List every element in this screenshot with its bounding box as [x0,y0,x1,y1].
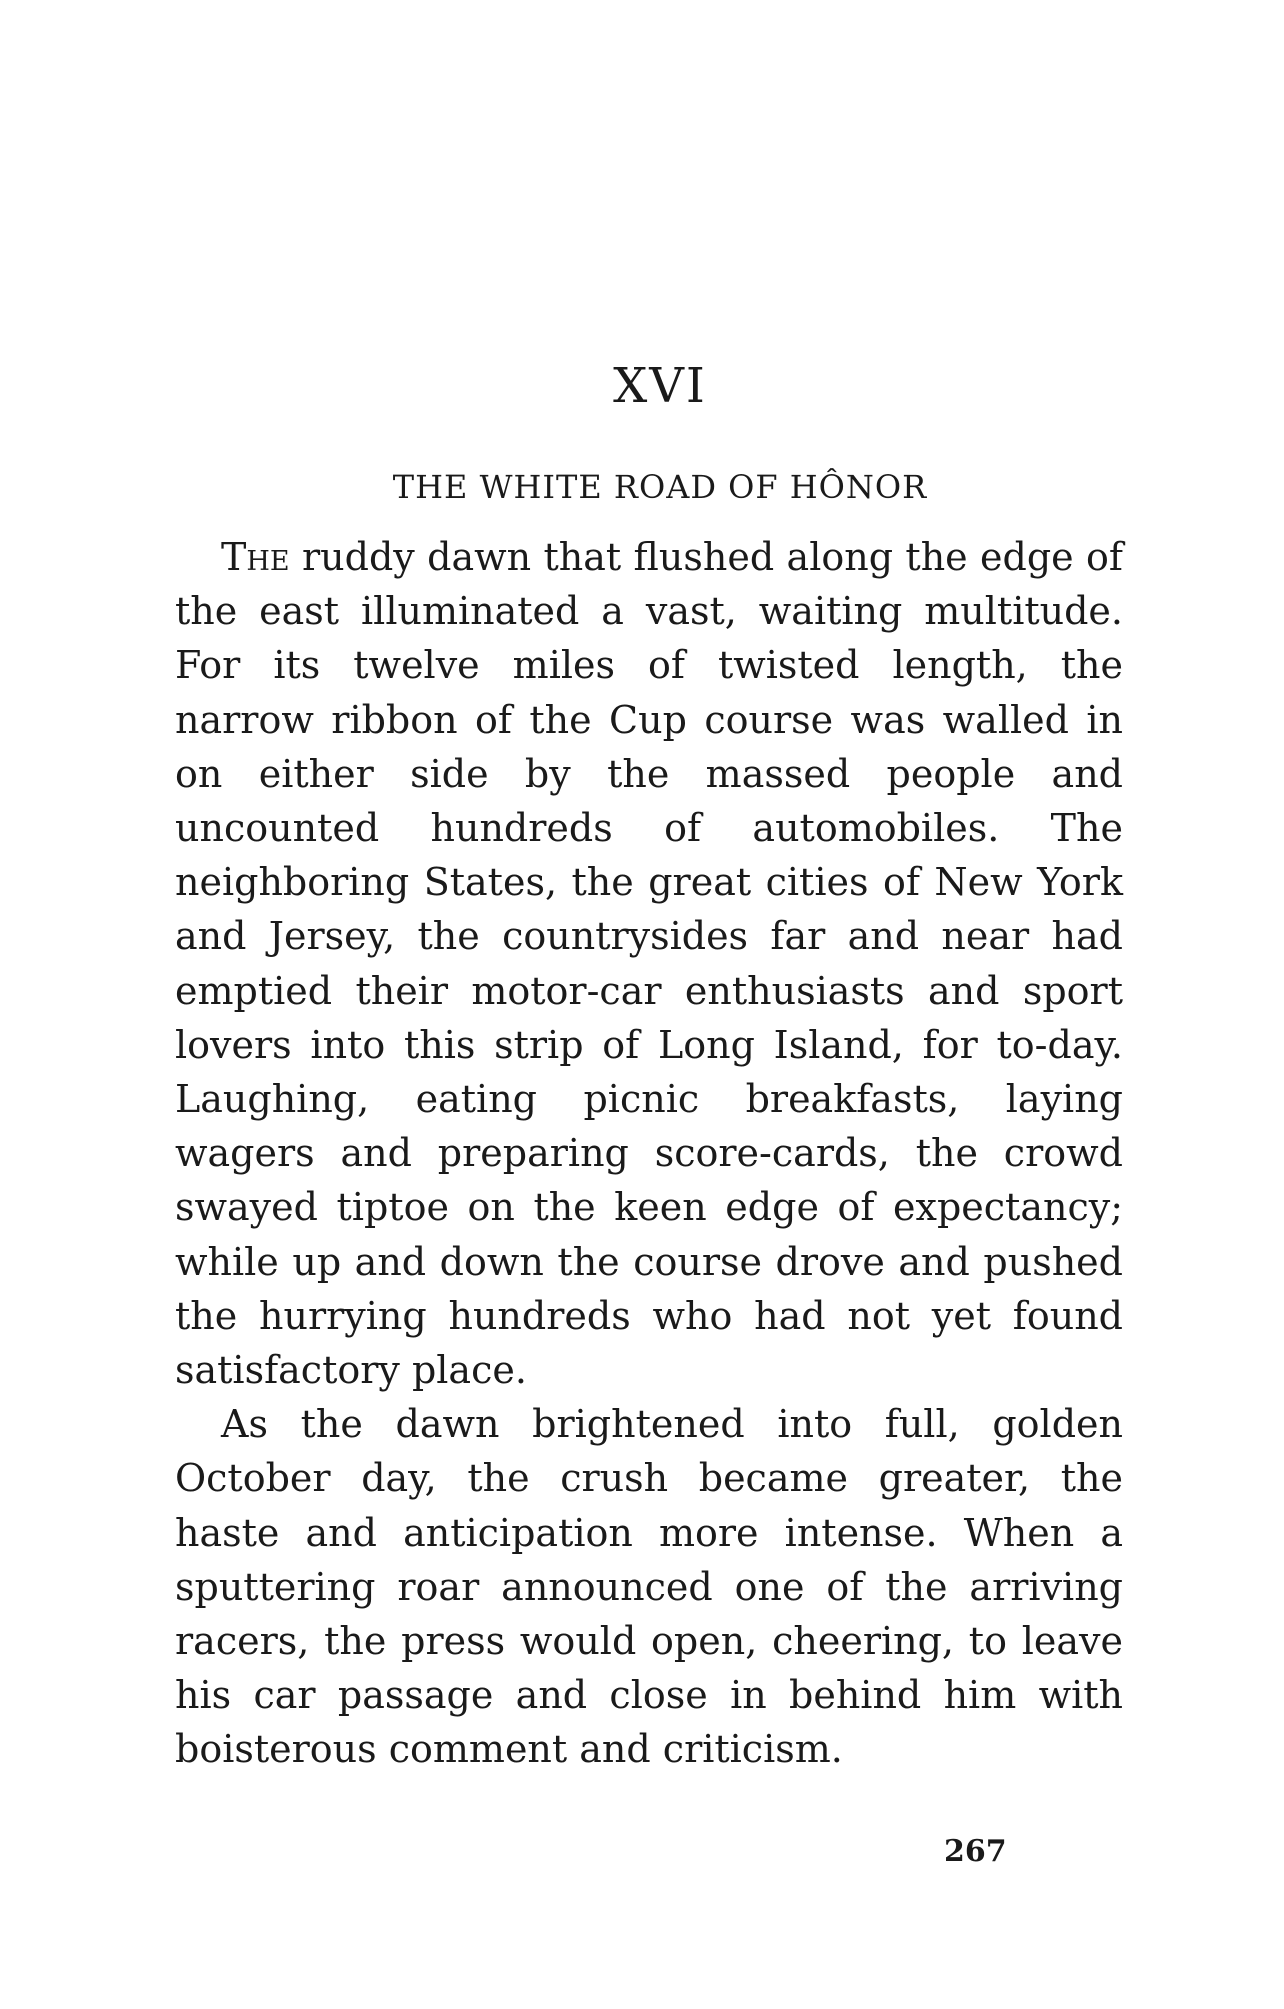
paragraph-1 [175,530,1123,1397]
page-number: 267 [944,1834,1007,1869]
paragraph-1-text: ruddy dawn that flushed along the edge of the east illuminated a vast, waiting multitude. For its twelve miles of twisted length, the narrow ribbon of the Cup course was walled in on either side by the massed people and uncounted hundreds of automobiles. The neighboring States, the great cities of New York and Jersey, the countrysides far and near had emptied their motor-car enthusiasts and sport lovers into this strip of Long Island, for to-day. Laughing, eating picnic breakfasts, laying wagers and preparing score-cards, the crowd swayed tiptoe on the keen edge of expectancy; while up and down the course drove and pushed the hurrying hundreds who had not yet found satisfactory place. [175,535,1123,1393]
paragraph-lead-word: The [221,535,290,579]
paragraph-2: As the dawn brightened into full, golden October day, the crush became greater, the haste and anticipation more intense. When a sputtering roar announced one of the arriving racers, the press would open, cheering, to leave his car passage and close in behind him with boisterous comment and criticism. [175,1402,1123,1772]
chapter-title: THE WHITE ROAD OF HÔNOR [392,468,928,506]
chapter-number: XVI [613,358,707,414]
body-text [175,530,1123,1777]
